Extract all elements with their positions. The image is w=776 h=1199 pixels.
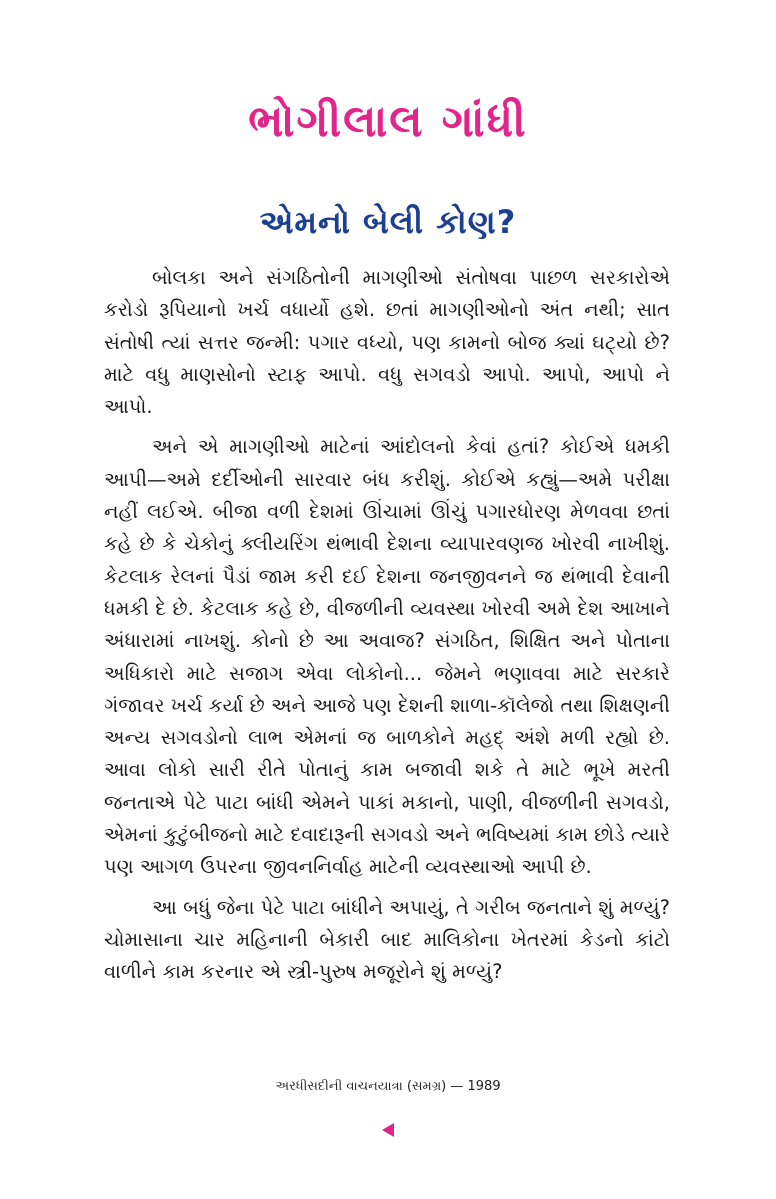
paragraph-3: આ બધું જેના પેટે પાટા બાંધીને અપાયું, તે ગરીબ જનતાને શું મળ્યું? ચોમાસાના ચાર મહિનાની બેકારી બાદ માલિકોના ખેતરમાં કેડનો કાંટો વાળીને કામ કરનાર એ સ્ત્રી-પુરુષ મજૂરોને શું મળ્યું? xyxy=(104,895,670,984)
paragraph-1: બોલકા અને સંગઠિતોની માગણીઓ સંતોષવા પાછળ સરકારોએ કરોડો રૂપિયાનો ખર્ચ વધાર્યો હશે. છતાં માગણીઓનો અંત નથી; સાત સંતોષી ત્યાં સત્તર જન્મી: પગાર વધ્યો, પણ કામનો બોજ ક્યાં ઘટ્યો છે? માટે વધુ માણસોનો સ્ટાફ આપો. વધુ સગવડો આપો. આપો, આપો ને આપો. xyxy=(104,266,670,419)
article-title: એમનો બેલી કોણ? xyxy=(259,203,517,241)
left-triangle-icon xyxy=(382,1123,394,1137)
paragraph-2: અને એ માગણીઓ માટેનાં આંદોલનો કેવાં હતાં? કોઈએ ધમકી આપી—અમે દર્દીઓની સારવાર બંધ કરીશું. કોઈએ કહ્યું—અમે પરીક્ષા નહીં લઈએ. બીજા વળી દેશમાં ઊંચામાં ઊંચું પગારધોરણ મેળવવા છતાં કહે છે કે ચેકોનું ક્લીયરિંગ થંભાવી દેશના વ્યાપારવણજ ખોરવી નાખીશું. કેટલાક રેલનાં પૈડાં જામ કરી દઈ દેશના જનજીવનને જ થંભાવી દેવાની ધમકી દે છે. કેટલાક કહે છે, વીજળીની વ્યવસ્થા ખોરવી અમે દેશ આખાને અંધારામાં નાખશું. કોનો છે આ અવાજ? સંગઠિત, શિક્ષિત અને પોતાના અધિકારો માટે સજાગ એવા લોકોનો... જેમને ભણાવવા માટે સરકારે ગંજાવર ખર્ચ કર્યા છે અને આજે પણ દેશની શાળા-કૉલેજો તથા શિક્ષણની અન્ય સગવડોનો લાભ એમનાં જ બાળકોને મહદ્ અંશે મળી રહ્યો છે. આવા લોકો સારી રીતે પોતાનું કામ બજાવી શકે તે માટે ભૂખે મરતી જનતાએ પેટે પાટા બાંધી એમને પાકાં મકાનો, પાણી, વીજળીની સગવડો, એમનાં કુટુંબીજનો માટે દવાદારૂની સગવડો અને ભવિષ્યમાં કામ છોડે ત્યારે પણ આગળ ઉપરના જીવનનિર્વાહ માટેની વ્યવસ્થાઓ આપી છે. xyxy=(104,435,670,879)
page-footer: અરધીસદીની વાચનયાત્રા (સમગ્ર) — 1989 xyxy=(275,1079,501,1094)
author-name: ભોગીલાલ ગાંધી xyxy=(248,96,528,147)
article-body xyxy=(104,262,670,997)
